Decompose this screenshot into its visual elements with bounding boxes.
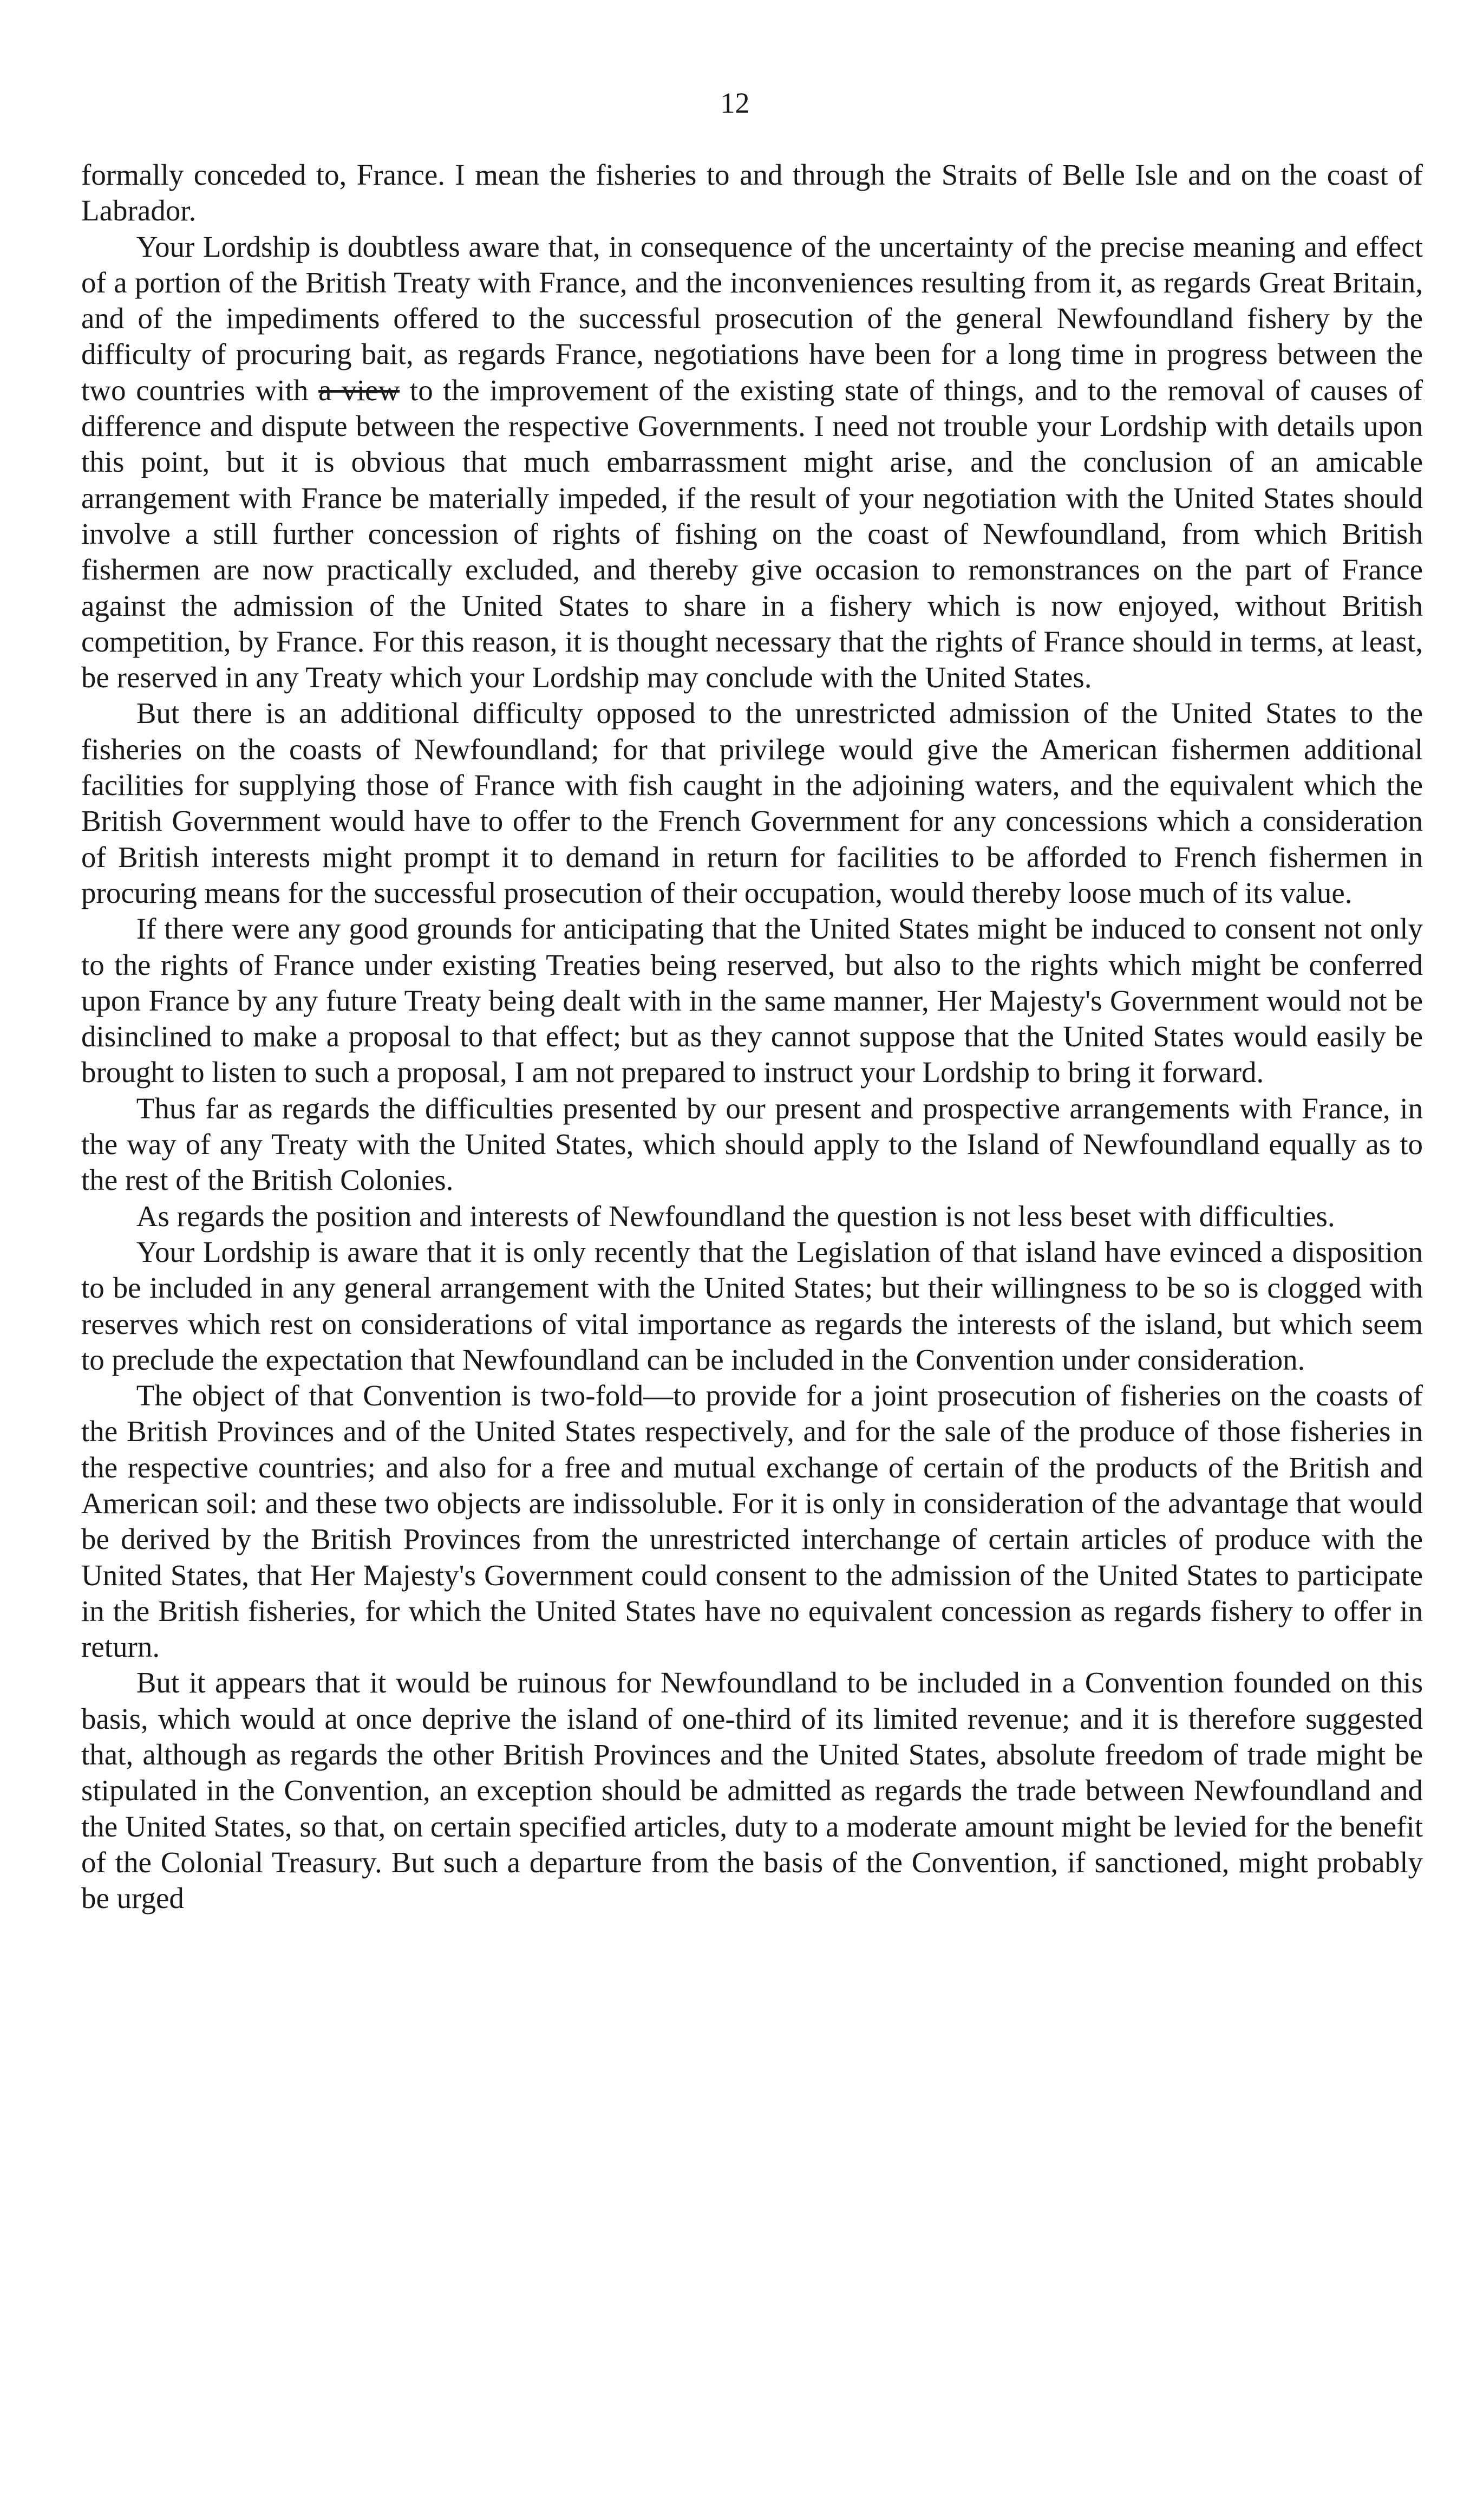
letter-body <box>81 157 1423 1917</box>
paragraph-9: But it appears that it would be ruinous for Newfoundland to be included in a Convention founded on this basis, which would at once deprive the island of one-third of its limited revenue; and it is therefore suggested that, although as regards the other British Provinces and the United States, absolute freedom of trade might be stipulated in the Convention, an exception should be admitted as regards the trade between Newfoundland and the United States, so that, on certain specified articles, duty to a moderate amount might be levied for the benefit of the Colonial Treasury. But such a departure from the basis of the Convention, if sanctioned, might probably be urged <box>81 1666 1423 1915</box>
paragraph-7: Your Lordship is aware that it is only recently that the Legislation of that island have evinced a disposition to be included in any general arrangement with the United States; but their willingness to be so is clogged with reserves which rest on considerations of vital importance as regards the interests of the island, but which seem to preclude the expectation that Newfoundland can be included in the Convention under consideration. <box>81 1235 1423 1376</box>
paragraph-8: The object of that Convention is two-fold—to provide for a joint prosecution of fisheries on the coasts of the British Provinces and of the United States respectively, and for the sale of the produce of those fisheries in the respective countries; and also for a free and mutual exchange of certain of the products of the British and American soil: and these two objects are indissoluble. For it is only in consideration of the advantage that would be derived by the British Provinces from the unrestricted interchange of certain articles of produce with the United States, that Her Majesty's Government could consent to the admission of the United States to participate in the British fisheries, for which the United States have no equivalent concession as regards fishery to offer in return. <box>81 1379 1423 1664</box>
paragraph-6: As regards the position and interests of Newfoundland the question is not less beset with difficulties. <box>136 1199 1335 1233</box>
paragraph-1: formally conceded to, France. I mean the fisheries to and through the Straits of Belle Isle and on the coast of Labrador. <box>81 158 1423 227</box>
struck-through-text: a view <box>318 373 400 407</box>
paragraph-2 <box>81 229 1423 696</box>
paragraph-2-part-1: Your Lordship is doubtless aware that, in consequence of the uncertainty of the precise meaning and effect of a portion of the British Treaty with France, and the inconveniences resulting from it, as regards Great Britain, and of the impediments offered to the successful prosecution of the general Newfoundland fishery by the difficulty of procuring bait, as regards France, negotiations have been for a long time in progress between the two countries with <box>81 230 1423 407</box>
paragraph-4: If there were any good grounds for anticipating that the United States might be induced to consent not only to the rights of France under existing Treaties being reserved, but also to the rights which might be conferred upon France by any future Treaty being dealt with in the same manner, Her Majesty's Government would not be disinclined to make a proposal to that effect; but as they cannot suppose that the United States would easily be brought to listen to such a proposal, I am not prepared to instruct your Lordship to bring it forward. <box>81 912 1423 1089</box>
paragraph-2-part-2: to the improvement of the existing state of things, and to the removal of causes of difference and dispute between the respective Governments. I need not trouble your Lordship with details upon this point, but it is obvious that much embarrassment might arise, and the conclusion of an amicable arrangement with France be materially impeded, if the result of your negotiation with the United States should involve a still further concession of rights of fishing on the coast of Newfoundland, from which British fishermen are now practically excluded, and thereby give occasion to remonstrances on the part of France against the admission of the United States to share in a fishery which is now enjoyed, without British competition, by France. For this reason, it is thought necessary that the rights of France should in terms, at least, be reserved in any Treaty which your Lordship may conclude with the United States. <box>81 373 1423 694</box>
paragraph-5: Thus far as regards the difficulties presented by our present and prospective arrangements with France, in the way of any Treaty with the United States, which should apply to the Island of Newfoundland equally as to the rest of the British Colonies. <box>81 1091 1423 1197</box>
paragraph-3: But there is an additional difficulty opposed to the unrestricted admission of the United States to the fisheries on the coasts of Newfoundland; for that privilege would give the American fishermen additional facilities for supplying those of France with fish caught in the adjoining waters, and the equivalent which the British Government would have to offer to the French Government for any concessions which a consideration of British interests might prompt it to demand in return for facilities to be afforded to French fishermen in procuring means for the successful prosecution of their occupation, would thereby loose much of its value. <box>81 696 1423 909</box>
page-number: 12 <box>720 87 750 119</box>
